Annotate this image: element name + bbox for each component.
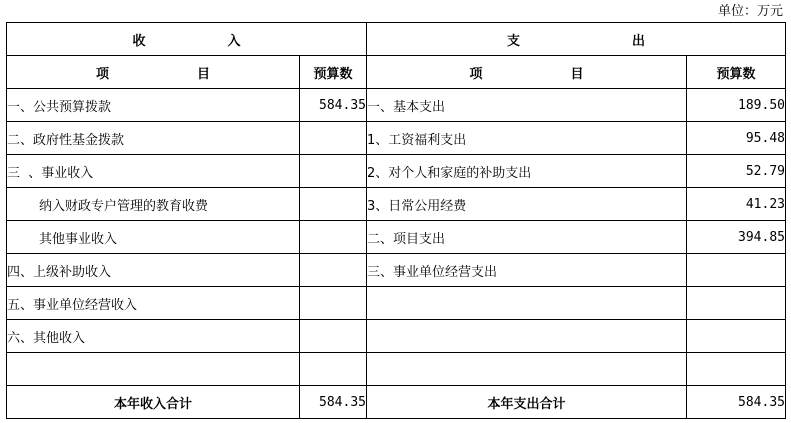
income-amount bbox=[300, 254, 367, 287]
table-row bbox=[7, 188, 786, 221]
income-amount bbox=[300, 188, 367, 221]
income-item: 六、其他收入 bbox=[7, 320, 300, 353]
table-row bbox=[7, 353, 786, 386]
table-row bbox=[7, 221, 786, 254]
expense-amount bbox=[687, 353, 786, 386]
expense-amount: 95.48 bbox=[687, 122, 786, 155]
table-row bbox=[7, 287, 786, 320]
totals-row bbox=[7, 386, 786, 419]
income-item: 四、上级补助收入 bbox=[7, 254, 300, 287]
expense-budget-header: 预算数 bbox=[687, 56, 786, 89]
income-total-label: 本年收入合计 bbox=[7, 386, 300, 419]
expense-item: 三、事业单位经营支出 bbox=[367, 254, 687, 287]
expense-total-amount: 584.35 bbox=[687, 386, 786, 419]
expense-item-header: 项 目 bbox=[367, 56, 687, 89]
expense-amount: 41.23 bbox=[687, 188, 786, 221]
expense-item bbox=[367, 320, 687, 353]
expense-amount bbox=[687, 287, 786, 320]
income-item: 其他事业收入 bbox=[7, 221, 300, 254]
income-item: 二、政府性基金拨款 bbox=[7, 122, 300, 155]
expense-item: 1、工资福利支出 bbox=[367, 122, 687, 155]
income-amount bbox=[300, 155, 367, 188]
income-amount: 584.35 bbox=[300, 89, 367, 122]
table-row bbox=[7, 89, 786, 122]
expense-amount bbox=[687, 320, 786, 353]
budget-table bbox=[6, 22, 786, 419]
income-item: 纳入财政专户管理的教育收费 bbox=[7, 188, 300, 221]
income-amount bbox=[300, 320, 367, 353]
table-row bbox=[7, 320, 786, 353]
income-amount bbox=[300, 353, 367, 386]
expense-item: 二、项目支出 bbox=[367, 221, 687, 254]
expense-section-header: 支 出 bbox=[367, 23, 786, 56]
income-item-header: 项 目 bbox=[7, 56, 300, 89]
income-total-amount: 584.35 bbox=[300, 386, 367, 419]
expense-amount: 189.50 bbox=[687, 89, 786, 122]
income-amount bbox=[300, 122, 367, 155]
income-item: 五、事业单位经营收入 bbox=[7, 287, 300, 320]
income-item: 一、公共预算拨款 bbox=[7, 89, 300, 122]
column-header-row bbox=[7, 56, 786, 89]
expense-item: 一、基本支出 bbox=[367, 89, 687, 122]
section-header-row bbox=[7, 23, 786, 56]
income-section-header: 收 入 bbox=[7, 23, 367, 56]
expense-item bbox=[367, 287, 687, 320]
income-amount bbox=[300, 221, 367, 254]
unit-label: 单位：万元 bbox=[717, 4, 783, 19]
expense-total-label: 本年支出合计 bbox=[367, 386, 687, 419]
income-item: 三 、事业收入 bbox=[7, 155, 300, 188]
expense-amount: 394.85 bbox=[687, 221, 786, 254]
table-row bbox=[7, 254, 786, 287]
income-amount bbox=[300, 287, 367, 320]
table-row bbox=[7, 122, 786, 155]
expense-amount: 52.79 bbox=[687, 155, 786, 188]
expense-item bbox=[367, 353, 687, 386]
income-budget-header: 预算数 bbox=[300, 56, 367, 89]
table-row bbox=[7, 155, 786, 188]
expense-amount bbox=[687, 254, 786, 287]
expense-item: 2、对个人和家庭的补助支出 bbox=[367, 155, 687, 188]
income-item bbox=[7, 353, 300, 386]
expense-item: 3、日常公用经费 bbox=[367, 188, 687, 221]
